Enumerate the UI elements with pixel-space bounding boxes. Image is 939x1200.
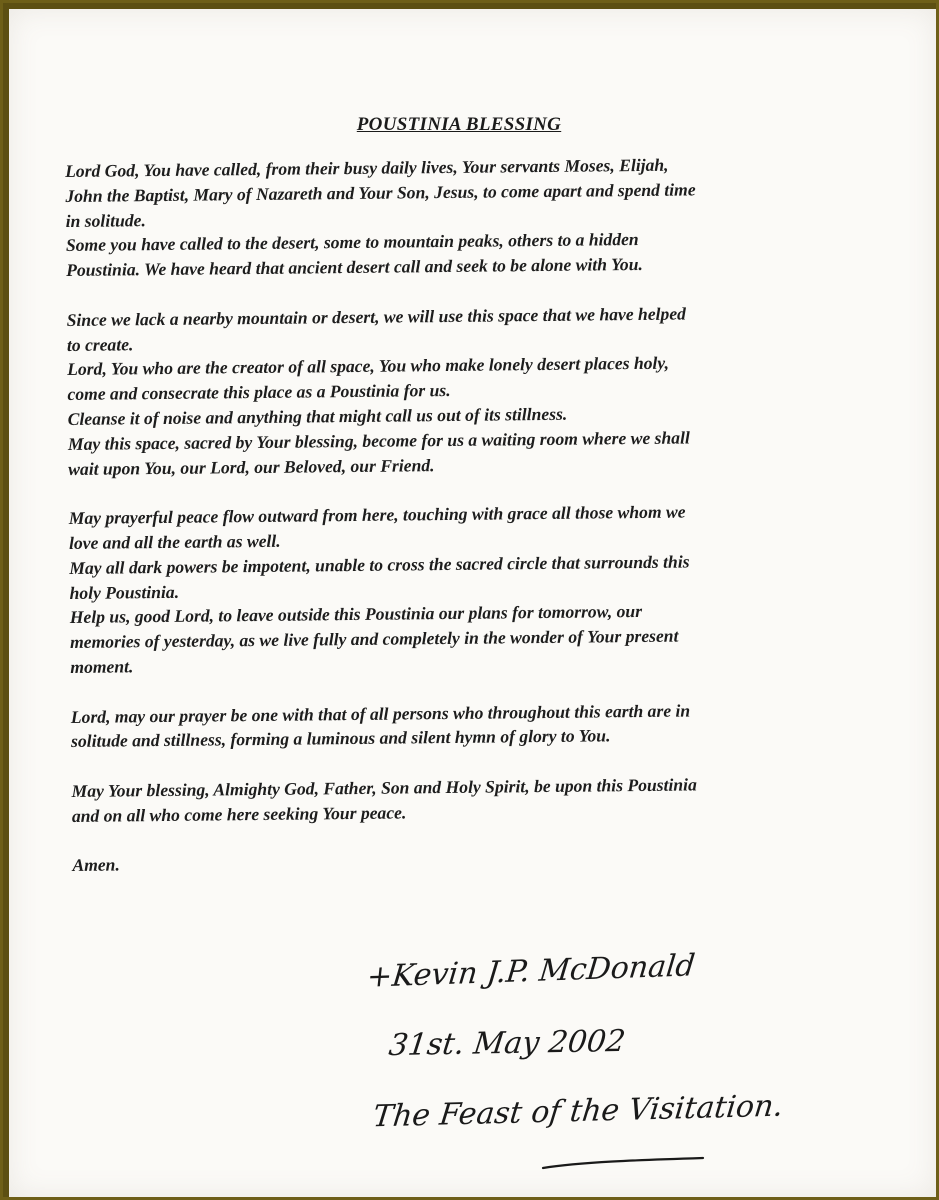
body-line: wait upon You, our Lord, our Beloved, our Friend. [68, 454, 435, 479]
body-line: Cleanse it of noise and anything that might call us out of its stillness. [67, 403, 568, 429]
signature-date: 31st. May 2002 [386, 1023, 628, 1064]
body-line: May this space, sacred by Your blessing, become for us a waiting room where we shall [67, 427, 690, 454]
signature-occasion: The Feast of the Visitation. [371, 1088, 785, 1135]
body-line: Some you have called to the desert, some to mountain peaks, others to a hidden [65, 229, 639, 256]
body-line: Lord, You who are the creator of all space, You who make lonely desert places holy, [67, 353, 670, 380]
underline-flourish [539, 1154, 709, 1174]
body-line: memories of yesterday, as we live fully and completely in the wonder of Your present [69, 625, 679, 653]
body-line: Amen. [72, 854, 120, 876]
body-line: come and consecrate this place as a Poustinia for us. [67, 380, 451, 405]
body-line: and on all who come here seeking Your peace. [71, 802, 407, 826]
blessing-body [65, 151, 862, 878]
signature-block [349, 944, 785, 1184]
body-line: in solitude. [65, 209, 146, 231]
body-line: John the Baptist, Mary of Nazareth and Your Son, Jesus, to come apart and spend time [65, 179, 696, 206]
body-line: solitude and stillness, forming a luminous and silent hymn of glory to You. [70, 725, 611, 752]
document-title: POUSTINIA BLESSING [356, 114, 562, 135]
body-line: Since we lack a nearby mountain or desert, we will use this space that we have helped [66, 303, 686, 330]
body-line: Lord, may our prayer be one with that of all persons who throughout this earth are in [70, 700, 691, 727]
body-line: Poustinia. We have heard that ancient desert call and seek to be alone with You. [66, 254, 643, 281]
document-page [9, 9, 936, 1197]
body-line: moment. [70, 656, 134, 677]
body-line: May all dark powers be impotent, unable to cross the sacred circle that surrounds this [69, 551, 690, 578]
body-line: love and all the earth as well. [68, 530, 281, 553]
body-line: May Your blessing, Almighty God, Father, Son and Holy Spirit, be upon this Poustinia [71, 774, 697, 801]
body-line: Lord God, You have called, from their busy daily lives, Your servants Moses, Elijah, [65, 154, 669, 181]
body-line: to create. [66, 333, 134, 355]
body-line: May prayerful peace flow outward from here, touching with grace all those whom we [68, 501, 686, 529]
body-line: holy Poustinia. [69, 581, 180, 603]
body-line: Help us, good Lord, to leave outside this Poustinia our plans for tomorrow, our [69, 601, 643, 628]
signature-name: +Kevin J.P. McDonald [365, 948, 697, 995]
